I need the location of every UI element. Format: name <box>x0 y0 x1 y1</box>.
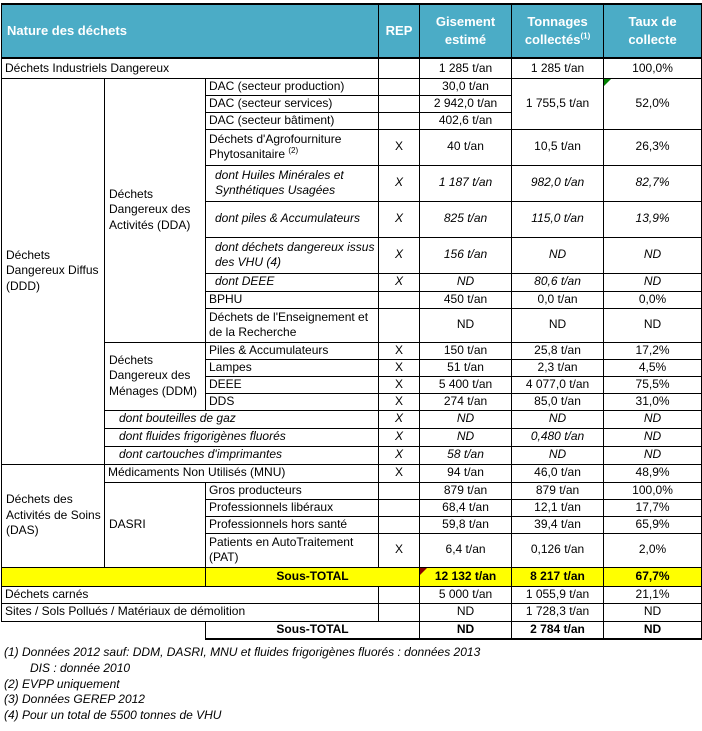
row-label-hors-sante: Professionnels hors santé <box>206 516 379 533</box>
waste-table <box>1 3 702 640</box>
taux-enseignement: ND <box>604 308 702 342</box>
subtotal-row-2 <box>2 621 702 639</box>
taux-carnes: 21,1% <box>604 586 702 603</box>
taux-dac-merged <box>604 78 702 129</box>
agro-footref: (2) <box>288 146 299 155</box>
taux-vhu: ND <box>604 237 702 273</box>
row-label-bphu: BPHU <box>206 291 379 308</box>
gisement-dac-batiment: 402,6 t/an <box>420 112 512 129</box>
row-label-agro <box>206 129 379 165</box>
rep-dac-production <box>379 78 420 95</box>
table-row <box>2 58 702 78</box>
rep-liberaux <box>379 499 420 516</box>
agro-label-text: Déchets d'Agrofourniture Phytosanitaire <box>209 131 342 161</box>
taux-bphu: 0,0% <box>604 291 702 308</box>
row-label-dac-production: DAC (secteur production) <box>206 78 379 95</box>
tonnages-sites: 1 728,3 t/an <box>512 603 604 621</box>
group-label-dda: Déchets Dangereux des Activités (DDA) <box>105 78 206 342</box>
table-row <box>2 603 702 621</box>
taux-hors-sante: 65,9% <box>604 516 702 533</box>
header-gisement: Gisement estimé <box>420 4 512 58</box>
tonnages-huiles: 982,0 t/an <box>512 165 604 201</box>
row-label-gros: Gros producteurs <box>206 482 379 499</box>
rep-mnu: X <box>379 464 420 482</box>
row-label-deee-ddm: DEEE <box>206 376 379 393</box>
footnotes <box>1 640 702 724</box>
group-label-ddd: Déchets Dangereux Diffus (DDD) <box>2 78 105 464</box>
header-nature: Nature des déchets <box>2 4 379 58</box>
table-row <box>2 410 702 428</box>
tonnages-deee-ddm: 4 077,0 t/an <box>512 376 604 393</box>
header-tonnages <box>512 4 604 58</box>
row-label-pat: Patients en AutoTraitement (PAT) <box>206 533 379 567</box>
row-label-piles-ddm: Piles & Accumulateurs <box>206 342 379 359</box>
rep-piles-ddm: X <box>379 342 420 359</box>
rep-cartouches: X <box>379 446 420 464</box>
gisement-piles-dda: 825 t/an <box>420 201 512 237</box>
table-row <box>2 482 702 499</box>
tonnages-liberaux: 12,1 t/an <box>512 499 604 516</box>
subtotal-row-1 <box>2 567 702 586</box>
subtotal1-gisement <box>420 567 512 586</box>
subtotal2-spacer <box>2 621 206 639</box>
row-label-dac-batiment: DAC (secteur bâtiment) <box>206 112 379 129</box>
taux-did: 100,0% <box>604 58 702 78</box>
tonnages-gros: 879 t/an <box>512 482 604 499</box>
taux-lampes: 4,5% <box>604 359 702 376</box>
rep-agro: X <box>379 129 420 165</box>
rep-bouteilles: X <box>379 410 420 428</box>
tonnages-bphu: 0,0 t/an <box>512 291 604 308</box>
tonnages-dac-merged: 1 755,5 t/an <box>512 78 604 129</box>
gisement-dds: 274 t/an <box>420 393 512 410</box>
gisement-mnu: 94 t/an <box>420 464 512 482</box>
taux-fluides: ND <box>604 428 702 446</box>
row-label-dds: DDS <box>206 393 379 410</box>
row-label-mnu: Médicaments Non Utilisés (MNU) <box>105 464 379 482</box>
table-row <box>2 464 702 482</box>
header-tonnages-footref: (1) <box>580 31 591 41</box>
footnote-4: (4) Pour un total de 5500 tonnes de VHU <box>4 708 222 723</box>
rep-dac-services <box>379 95 420 112</box>
gisement-liberaux: 68,4 t/an <box>420 499 512 516</box>
taux-agro: 26,3% <box>604 129 702 165</box>
gisement-deee-dda: ND <box>420 273 512 291</box>
tonnages-vhu: ND <box>512 237 604 273</box>
subtotal2-tonnages: 2 784 t/an <box>512 621 604 639</box>
rep-bphu <box>379 291 420 308</box>
row-label-huiles: dont Huiles Minérales et Synthétiques Usagées <box>206 165 379 201</box>
subtotal1-taux: 67,7% <box>604 567 702 586</box>
footnote-2: (2) EVPP uniquement <box>4 676 120 691</box>
rep-hors-sante <box>379 516 420 533</box>
subtotal2-taux: ND <box>604 621 702 639</box>
gisement-enseignement: ND <box>420 308 512 342</box>
rep-dds: X <box>379 393 420 410</box>
taux-dac-value: 52,0% <box>635 95 670 110</box>
rep-enseignement <box>379 308 420 342</box>
gisement-bouteilles: ND <box>420 410 512 428</box>
gisement-did: 1 285 t/an <box>420 58 512 78</box>
taux-sites: ND <box>604 603 702 621</box>
taux-dds: 31,0% <box>604 393 702 410</box>
tonnages-mnu: 46,0 t/an <box>512 464 604 482</box>
subtotal2-label: Sous-TOTAL <box>206 621 420 639</box>
rep-fluides: X <box>379 428 420 446</box>
row-label-cartouches: dont cartouches d'imprimantes <box>105 446 379 464</box>
group-label-dasri: DASRI <box>105 482 206 567</box>
row-label-carnes: Déchets carnés <box>2 586 379 603</box>
tonnages-piles-ddm: 25,8 t/an <box>512 342 604 359</box>
rep-huiles: X <box>379 165 420 201</box>
tonnages-deee-dda: 80,6 t/an <box>512 273 604 291</box>
subtotal2-gisement: ND <box>420 621 512 639</box>
tonnages-piles-dda: 115,0 t/an <box>512 201 604 237</box>
footnote-1: (1) Données 2012 sauf: DDM, DASRI, MNU et fluides frigorigènes fluorés : données 2013 <box>4 645 481 659</box>
rep-gros <box>379 482 420 499</box>
taux-liberaux: 17,7% <box>604 499 702 516</box>
gisement-dac-services: 2 942,0 t/an <box>420 95 512 112</box>
taux-bouteilles: ND <box>604 410 702 428</box>
table-row <box>2 342 702 359</box>
subtotal1-tonnages: 8 217 t/an <box>512 567 604 586</box>
tonnages-pat: 0,126 t/an <box>512 533 604 567</box>
tonnages-dds: 85,0 t/an <box>512 393 604 410</box>
gisement-sites: ND <box>420 603 512 621</box>
table-header-row <box>2 4 702 58</box>
group-label-das: Déchets des Activités de Soins (DAS) <box>2 464 105 567</box>
header-tonnages-text: Tonnages collectés <box>524 14 588 47</box>
gisement-carnes: 5 000 t/an <box>420 586 512 603</box>
taux-cartouches: ND <box>604 446 702 464</box>
tonnages-cartouches: ND <box>512 446 604 464</box>
taux-piles-dda: 13,9% <box>604 201 702 237</box>
rep-sites <box>379 603 420 621</box>
gisement-bphu: 450 t/an <box>420 291 512 308</box>
gisement-lampes: 51 t/an <box>420 359 512 376</box>
subtotal1-label: Sous-TOTAL <box>206 567 420 586</box>
row-label-piles-dda: dont piles & Accumulateurs <box>206 201 379 237</box>
table-row <box>2 446 702 464</box>
row-label-fluides: dont fluides frigorigènes fluorés <box>105 428 379 446</box>
tonnages-carnes: 1 055,9 t/an <box>512 586 604 603</box>
group-label-ddm: Déchets Dangereux des Ménages (DDM) <box>105 342 206 410</box>
rep-lampes: X <box>379 359 420 376</box>
table-row <box>2 586 702 603</box>
comment-marker-icon <box>604 79 611 86</box>
row-label-did: Déchets Industriels Dangereux <box>2 58 379 78</box>
taux-deee-dda: ND <box>604 273 702 291</box>
gisement-deee-ddm: 5 400 t/an <box>420 376 512 393</box>
gisement-hors-sante: 59,8 t/an <box>420 516 512 533</box>
header-rep: REP <box>379 4 420 58</box>
rep-carnes <box>379 586 420 603</box>
gisement-fluides: ND <box>420 428 512 446</box>
row-label-vhu: dont déchets dangereux issus des VHU (4) <box>206 237 379 273</box>
rep-piles-dda: X <box>379 201 420 237</box>
subtotal1-gisement-value: 12 132 t/an <box>434 568 497 583</box>
taux-huiles: 82,7% <box>604 165 702 201</box>
footnote-3: (3) Données GEREP 2012 <box>4 692 145 707</box>
subtotal1-spacer <box>2 567 206 586</box>
rep-vhu: X <box>379 237 420 273</box>
gisement-dac-production: 30,0 t/an <box>420 78 512 95</box>
tonnages-enseignement: ND <box>512 308 604 342</box>
row-label-enseignement: Déchets de l'Enseignement et de la Recherche <box>206 308 379 342</box>
row-label-sites: Sites / Sols Pollués / Matériaux de démolition <box>2 603 379 621</box>
tonnages-bouteilles: ND <box>512 410 604 428</box>
taux-piles-ddm: 17,2% <box>604 342 702 359</box>
gisement-pat: 6,4 t/an <box>420 533 512 567</box>
tonnages-hors-sante: 39,4 t/an <box>512 516 604 533</box>
tonnages-lampes: 2,3 t/an <box>512 359 604 376</box>
rep-dac-batiment <box>379 112 420 129</box>
tonnages-did: 1 285 t/an <box>512 58 604 78</box>
table-row <box>2 428 702 446</box>
row-label-liberaux: Professionnels libéraux <box>206 499 379 516</box>
rep-pat: X <box>379 533 420 567</box>
rep-did <box>379 58 420 78</box>
taux-deee-ddm: 75,5% <box>604 376 702 393</box>
table-row <box>2 78 702 95</box>
gisement-agro: 40 t/an <box>420 129 512 165</box>
tonnages-agro: 10,5 t/an <box>512 129 604 165</box>
gisement-huiles: 1 187 t/an <box>420 165 512 201</box>
gisement-piles-ddm: 150 t/an <box>420 342 512 359</box>
header-taux: Taux de collecte <box>604 4 702 58</box>
row-label-deee-dda: dont DEEE <box>206 273 379 291</box>
row-label-bouteilles: dont bouteilles de gaz <box>105 410 379 428</box>
gisement-cartouches: 58 t/an <box>420 446 512 464</box>
taux-gros: 100,0% <box>604 482 702 499</box>
row-label-dac-services: DAC (secteur services) <box>206 95 379 112</box>
comment-marker-icon <box>420 568 427 575</box>
rep-deee-dda: X <box>379 273 420 291</box>
gisement-vhu: 156 t/an <box>420 237 512 273</box>
tonnages-fluides: 0,480 t/an <box>512 428 604 446</box>
gisement-gros: 879 t/an <box>420 482 512 499</box>
rep-deee-ddm: X <box>379 376 420 393</box>
row-label-lampes: Lampes <box>206 359 379 376</box>
taux-mnu: 48,9% <box>604 464 702 482</box>
taux-pat: 2,0% <box>604 533 702 567</box>
footnote-1b: DIS : donnée 2010 <box>30 660 131 675</box>
